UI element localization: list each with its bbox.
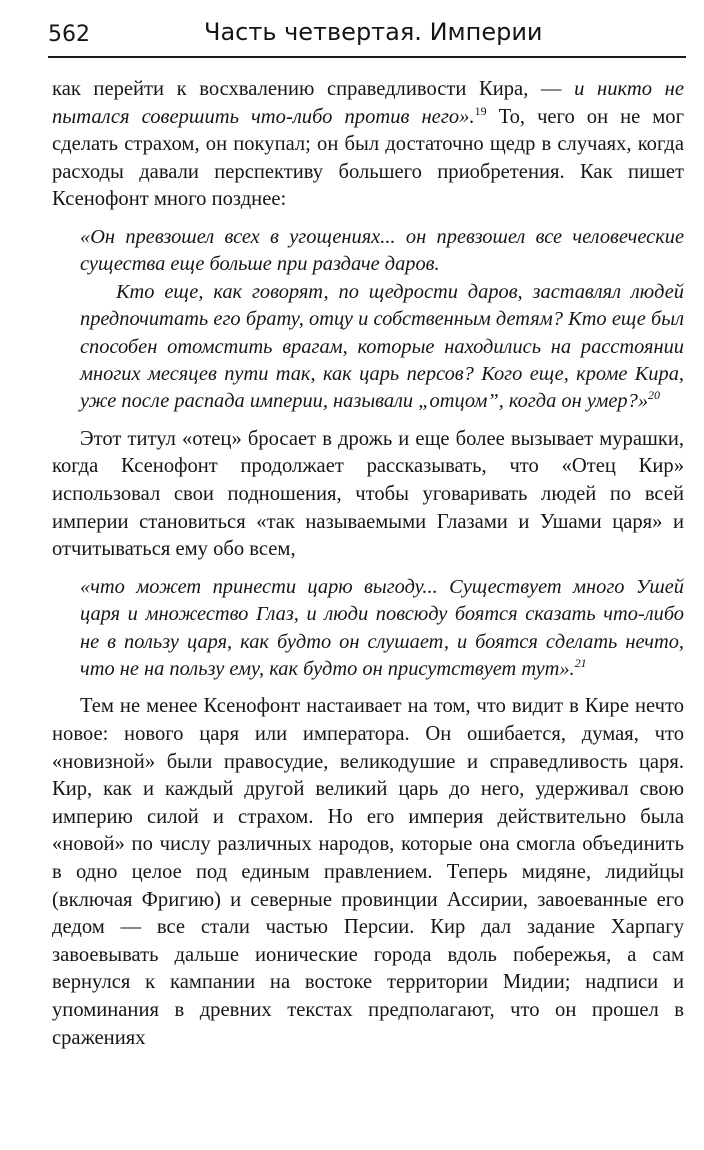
- block-quote-2: [80, 574, 684, 684]
- page-header: [48, 10, 686, 58]
- running-title: Часть четвертая. Империи: [204, 18, 543, 46]
- footnote-ref-21: 21: [574, 656, 587, 671]
- paragraph-1-start: как перейти к восхвалению справедливости Кира, —: [52, 78, 575, 100]
- footnote-ref-20: 20: [648, 388, 661, 403]
- quote-2-paragraph: [80, 574, 684, 684]
- footnote-ref-19: 19: [474, 103, 487, 118]
- paragraph-3: Тем не менее Ксенофонт настаивает на том, что видит в Кире нечто новое: нового царя или императора. Он ошибается, думая, что «новизной» были правосудие, великодушие и справедливость царя. Кир, как и каждый другой великий царь до него, удерживал свою империю силой и страхом. Но его империя действительно была «новой» по числу различных народов, которые она смогла объединить в одно целое под единым правлением. Теперь мидяне, лидийцы (включая Фригию) и северные провинции Ассирии, завоеванные его дедом — все стали частью Персии. Кир дал задание Харпагу завоевывать дальше ионические города вдоль побережья, а сам вернулся к кампании на востоке территории Мидии; надписи и упоминания в древних текстах предполагают, что он прошел в сражениях: [52, 695, 684, 1049]
- paragraph-1-end: То, чего он не мог сделать страхом, он покупал; он был достаточно щедр в случаях, когда расходы давали перспективу большего приобретения. Как пишет Ксенофонт много позднее:: [52, 105, 685, 211]
- paragraph-2: Этот титул «отец» бросает в дрожь и еще более вызывает мурашки, когда Ксенофонт продолжает рассказывать, что «Отец Кир» использовал свои подношения, чтобы уговаривать людей по всей империи становиться «так называемыми Глазами и Ушами царя» и отчитываться ему обо всем,: [52, 427, 684, 561]
- quote-1-paragraph-1: «Он превзошел всех в угощениях... он превзошел все человеческие существа еще больше при раздаче даров.: [80, 225, 684, 276]
- page-number: 562: [48, 22, 90, 47]
- paragraph-1: [52, 76, 684, 214]
- page-body: [52, 76, 684, 1052]
- quote-1-paragraph-2: [80, 279, 684, 416]
- quote-2-text: «что может принести царю выгоду... Существует много Ушей царя и множество Глаз, и люди повсюду боятся сказать что-либо не в пользу царя, как будто он слушает, и боятся сделать нечто, что не на пользу ему, как будто он присутствует тут».: [80, 575, 684, 680]
- quote-1-paragraph-2-text: Кто еще, как говорят, по щедрости даров, заставлял людей предпочитать его брату, отцу и собственным детям? Кто еще был способен отомстить врагам, которые находились на расстоянии многих месяцев пути так, как царь персов? Кого еще, кроме Кира, уже после распада империи, называли „отцом”, когда он умер?»: [80, 280, 684, 413]
- block-quote-1: [80, 224, 684, 416]
- paragraph-1-italic-quote: и никто не пытался совершить что-либо против него».: [52, 78, 684, 128]
